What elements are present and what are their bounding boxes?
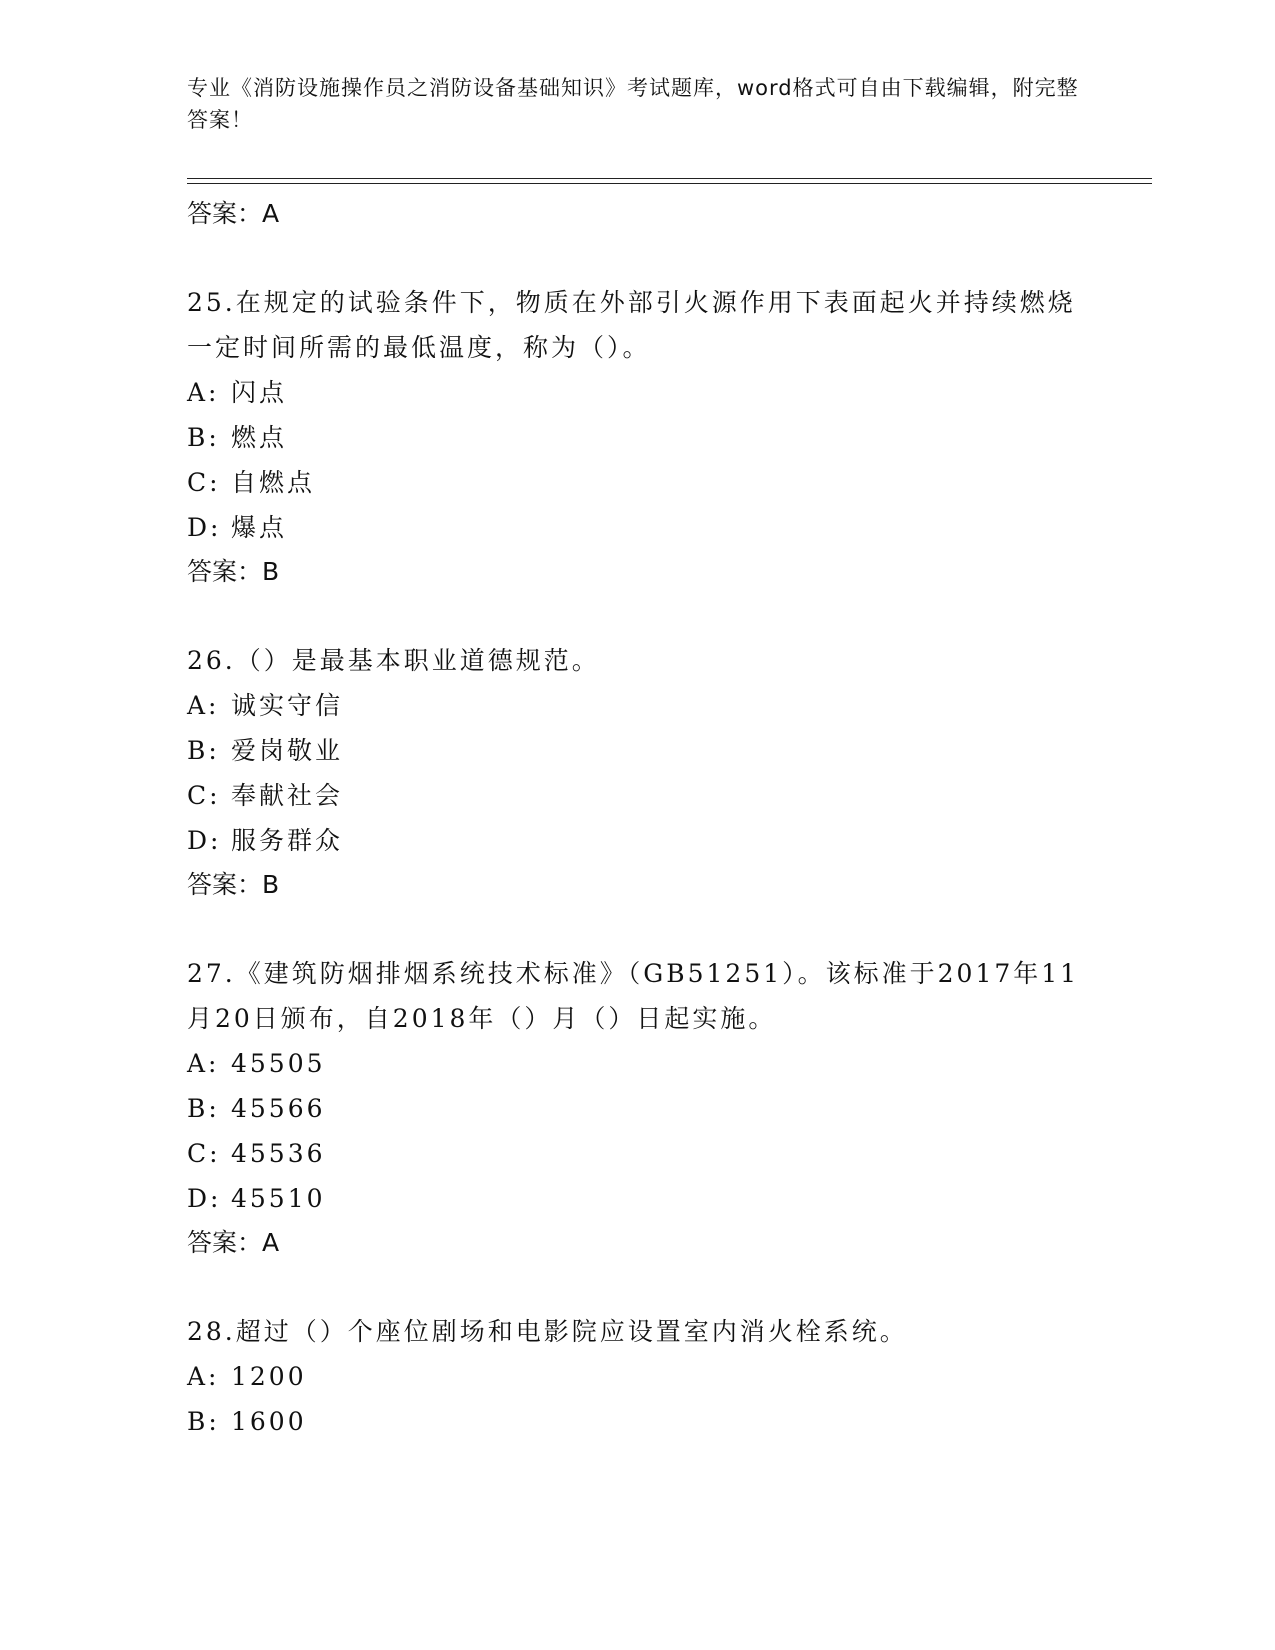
option-text: 1600 [231,1407,307,1436]
option-key: D: [187,826,222,855]
option-key: B: [187,423,220,452]
option-d [187,1176,1087,1221]
option-text: 服务群众 [231,826,344,855]
option-c [187,773,1087,818]
option-c [187,460,1087,505]
option-text: 45505 [231,1049,326,1078]
header-divider-bottom [187,183,1152,184]
answer-line: 答案：B [187,870,280,899]
option-a [187,370,1087,415]
answer-line: 答案：A [187,199,280,228]
option-key: B: [187,1094,220,1123]
header-divider-top [187,178,1152,179]
option-key: C: [187,781,221,810]
option-key: A: [187,691,220,720]
question-list [187,192,1087,1444]
option-text: 燃点 [231,423,288,452]
option-text: 闪点 [231,378,288,407]
option-a [187,1354,1087,1399]
option-key: D: [187,513,222,542]
option-a [187,683,1087,728]
option-key: A: [187,1362,220,1391]
option-b [187,1086,1087,1131]
option-key: C: [187,1139,221,1168]
option-key: C: [187,468,221,497]
option-text: 1200 [231,1362,307,1391]
option-d [187,505,1087,550]
option-text: 奉献社会 [231,781,344,810]
option-c [187,1131,1087,1176]
option-text: 爱岗敬业 [231,736,344,765]
option-key: A: [187,378,220,407]
question-item [187,1309,1087,1444]
question-text: 25.在规定的试验条件下，物质在外部引火源作用下表面起火并持续燃烧一定时间所需的最低温度，称为（）。 [187,288,1076,362]
option-text: 45536 [231,1139,326,1168]
option-key: B: [187,736,220,765]
option-text: 45510 [231,1184,326,1213]
answer-line: 答案：A [187,1228,280,1257]
option-text: 爆点 [231,513,288,542]
option-b [187,728,1087,773]
option-key: B: [187,1407,220,1436]
option-key: A: [187,1049,220,1078]
option-b [187,415,1087,460]
option-text: 45566 [231,1094,326,1123]
question-text: 28.超过（）个座位剧场和电影院应设置室内消火栓系统。 [187,1317,908,1346]
question-item [187,638,1087,907]
option-text: 自燃点 [231,468,316,497]
question-text: 27.《建筑防烟排烟系统技术标准》（GB51251）。该标准于2017年11月20日颁布，自2018年（）月（）日起实施。 [187,959,1080,1033]
page-header: 专业《消防设施操作员之消防设备基础知识》考试题库，word格式可自由下载编辑，附完整答案！ [187,76,1079,132]
option-b [187,1399,1087,1444]
option-key: D: [187,1184,222,1213]
option-d [187,818,1087,863]
option-text: 诚实守信 [231,691,344,720]
question-text: 26.（）是最基本职业道德规范。 [187,646,600,675]
question-item [187,951,1087,1265]
answer-line: 答案：B [187,557,280,586]
option-a [187,1041,1087,1086]
question-item [187,280,1087,594]
